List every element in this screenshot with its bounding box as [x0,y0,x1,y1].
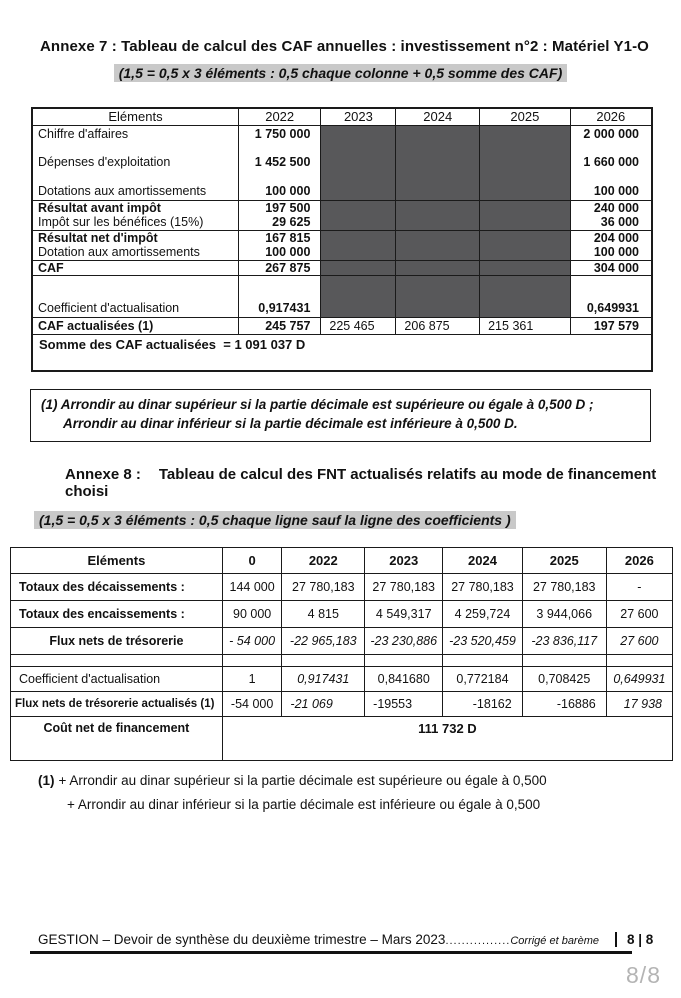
row-chiffre-affaires [32,125,652,154]
row-caf [32,260,652,275]
row-impot-benefices [32,215,652,230]
value-2022: 1 452 500 [238,154,320,183]
value-2026: 0,649931 [570,275,652,317]
header-cell-2026: 2026 [570,108,652,125]
value-cell: 4 549,317 [365,600,443,627]
header-cell-2023: 2023 [321,108,396,125]
value-cell: 0,649931 [606,666,672,691]
masked-cell [396,154,480,183]
empty-cell [522,654,606,666]
row-label: Résultat avant impôt [32,200,238,215]
empty-cell [11,654,223,666]
header-cell-elements: Eléments [32,108,238,125]
value-2022: 1 750 000 [238,125,320,154]
annexe8-subtitle-highlight: (1,5 = 0,5 x 3 éléments : 0,5 chaque ligne sauf la ligne des coefficients ) [34,511,516,529]
header-cell-2022: 2022 [238,108,320,125]
masked-cell [321,245,396,260]
row-label: Flux nets de trésorerie [11,627,223,654]
value-cell: 27 600 [606,627,672,654]
value-cell: 144 000 [222,573,282,600]
value-cell: 1 [222,666,282,691]
value-cell: 0,841680 [365,666,443,691]
empty-cell [606,654,672,666]
value-cell: 0,772184 [443,666,522,691]
masked-cell [480,200,571,215]
row-label: Dépenses d'exploitation [32,154,238,183]
value-cell: -23 836,117 [522,627,606,654]
value-2022: 0,917431 [238,275,320,317]
row-totaux-decaissements [11,573,673,600]
annexe8-title [65,466,681,500]
row-label: CAF [32,260,238,275]
footnote-line-1 [38,774,681,789]
masked-cell [480,245,571,260]
value-2026: 100 000 [570,245,652,260]
row-label: Coefficient d'actualisation [11,666,223,691]
masked-cell [480,275,571,317]
value-2022: 100 000 [238,183,320,200]
header-cell-2026: 2026 [606,547,672,573]
masked-cell [396,215,480,230]
masked-cell [480,125,571,154]
header-cell-elements: Eléments [11,547,223,573]
row-totaux-encaissements [11,600,673,627]
value-2022: 267 875 [238,260,320,275]
empty-cell [365,654,443,666]
annexe7-subtitle-row [0,64,681,83]
value-2025: 215 361 [480,317,571,334]
value-cell: 4 259,724 [443,600,522,627]
row-label: Résultat net d'impôt [32,230,238,245]
footnote-line-1: (1) Arrondir au dinar supérieur si la partie décimale est supérieure ou égale à 0,500 D ; [41,396,594,412]
row-caf-actualisees [32,317,652,334]
annexe7-footnote-box [30,389,651,442]
value-cell: 27 780,183 [365,573,443,600]
fnt-table [10,547,673,761]
row-cout-net-financement [11,716,673,760]
masked-cell [480,230,571,245]
footer-dots: ................ [445,935,511,947]
value-cell: - [606,573,672,600]
value-2026: 36 000 [570,215,652,230]
masked-cell [480,183,571,200]
row-label: Flux nets de trésorerie actualisés (1) [11,691,223,716]
value-cell: 27 780,183 [282,573,365,600]
header-cell-2024: 2024 [443,547,522,573]
row-label: Chiffre d'affaires [32,125,238,154]
cout-net-value: 111 732 D [222,716,672,760]
value-cell: 27 780,183 [443,573,522,600]
caf-table-header-row [32,108,652,125]
masked-cell [396,183,480,200]
footnote-marker: (1) [38,772,55,788]
header-cell-2025: 2025 [522,547,606,573]
annexe8-title-text: Tableau de calcul des FNT actualisés relatifs au mode de financement choisi [65,465,657,500]
row-label: CAF actualisées (1) [32,317,238,334]
row-flux-nets-tresorerie [11,627,673,654]
value-cell: 27 600 [606,600,672,627]
value-cell: -22 965,183 [282,627,365,654]
empty-cell [443,654,522,666]
value-cell: - 54 000 [222,627,282,654]
row-resultat-avant-impot [32,200,652,215]
masked-cell [480,215,571,230]
row-dotations-amortissements [32,183,652,200]
value-2026: 100 000 [570,183,652,200]
somme-caf-text: Somme des CAF actualisées = 1 091 037 D [32,334,652,371]
row-label: Totaux des décaissements : [11,573,223,600]
empty-cell [282,654,365,666]
header-cell-0: 0 [222,547,282,573]
masked-cell [321,260,396,275]
annexe7-title: Annexe 7 : Tableau de calcul des CAF annuelles : investissement n°2 : Matériel Y1-O [40,38,649,55]
value-cell: 0,917431 [282,666,365,691]
value-cell: 27 780,183 [522,573,606,600]
footnote-line-2: + Arrondir au dinar inférieur si la partie décimale est inférieure ou égale à 0,500 [67,797,541,813]
row-somme-caf [32,334,652,371]
value-2026: 304 000 [570,260,652,275]
value-cell: 90 000 [222,600,282,627]
value-2022: 29 625 [238,215,320,230]
masked-cell [321,275,396,317]
value-cell: -21 069 [282,691,365,716]
annexe7-subtitle-highlight: (1,5 = 0,5 x 3 éléments : 0,5 chaque colonne + 0,5 somme des CAF) [114,64,568,82]
empty-cell [222,654,282,666]
caf-table [31,107,653,372]
value-cell: 0,708425 [522,666,606,691]
spacer-row [11,654,673,666]
row-label: Coefficient d'actualisation [32,275,238,317]
row-label: Coût net de financement [11,716,223,760]
value-2026: 1 660 000 [570,154,652,183]
row-resultat-net-impot [32,230,652,245]
masked-cell [480,154,571,183]
row-flux-nets-actualises [11,691,673,716]
masked-cell [480,260,571,275]
value-cell: 3 944,066 [522,600,606,627]
value-cell: -19553 [365,691,443,716]
header-cell-2025: 2025 [480,108,571,125]
masked-cell [321,200,396,215]
masked-cell [321,183,396,200]
row-label: Impôt sur les bénéfices (15%) [32,215,238,230]
masked-cell [396,275,480,317]
masked-cell [396,260,480,275]
header-cell-2024: 2024 [396,108,480,125]
value-cell: -16886 [522,691,606,716]
masked-cell [321,154,396,183]
value-cell: -23 520,459 [443,627,522,654]
row-label: Dotation aux amortissements [32,245,238,260]
value-cell: -23 230,886 [365,627,443,654]
masked-cell [396,245,480,260]
annexe8-footnotes [38,774,681,814]
value-2026: 2 000 000 [570,125,652,154]
value-2022: 167 815 [238,230,320,245]
row-label: Dotations aux amortissements [32,183,238,200]
footer-note: Corrigé et barème [510,935,599,947]
value-cell: 4 815 [282,600,365,627]
masked-cell [321,215,396,230]
value-2024: 206 875 [396,317,480,334]
value-2022: 197 500 [238,200,320,215]
footer-text: GESTION – Devoir de synthèse du deuxième trimestre – Mars 2023 [38,932,446,947]
value-2022: 245 757 [238,317,320,334]
value-2023: 225 465 [321,317,396,334]
annexe8-title-label: Annexe 8 : [65,465,141,483]
footnote-line-2: Arrondir au dinar inférieur si la partie décimale est inférieure à 0,500 D. [63,416,518,432]
viewer-page-indicator: 8/8 [626,962,661,988]
value-2022: 100 000 [238,245,320,260]
page-footer [30,932,654,954]
footer-page-number: 8 | 8 [627,932,654,947]
value-2026: 197 579 [570,317,652,334]
row-coefficient-actualisation [32,275,652,317]
footnote-text-1: + Arrondir au dinar supérieur si la partie décimale est supérieure ou égale à 0,500 [58,772,547,788]
value-cell: 17 938 [606,691,672,716]
row-label: Totaux des encaissements : [11,600,223,627]
footer-divider [615,932,617,947]
fnt-table-header-row [11,547,673,573]
row-depenses-exploitation [32,154,652,183]
masked-cell [321,230,396,245]
value-2026: 240 000 [570,200,652,215]
row-coefficient-actualisation [11,666,673,691]
masked-cell [321,125,396,154]
header-cell-2023: 2023 [365,547,443,573]
annexe8-subtitle-row [34,511,681,530]
masked-cell [396,200,480,215]
value-2026: 204 000 [570,230,652,245]
header-cell-2022: 2022 [282,547,365,573]
masked-cell [396,230,480,245]
value-cell: -54 000 [222,691,282,716]
row-dotation-amortissements [32,245,652,260]
value-cell: -18162 [443,691,522,716]
masked-cell [396,125,480,154]
